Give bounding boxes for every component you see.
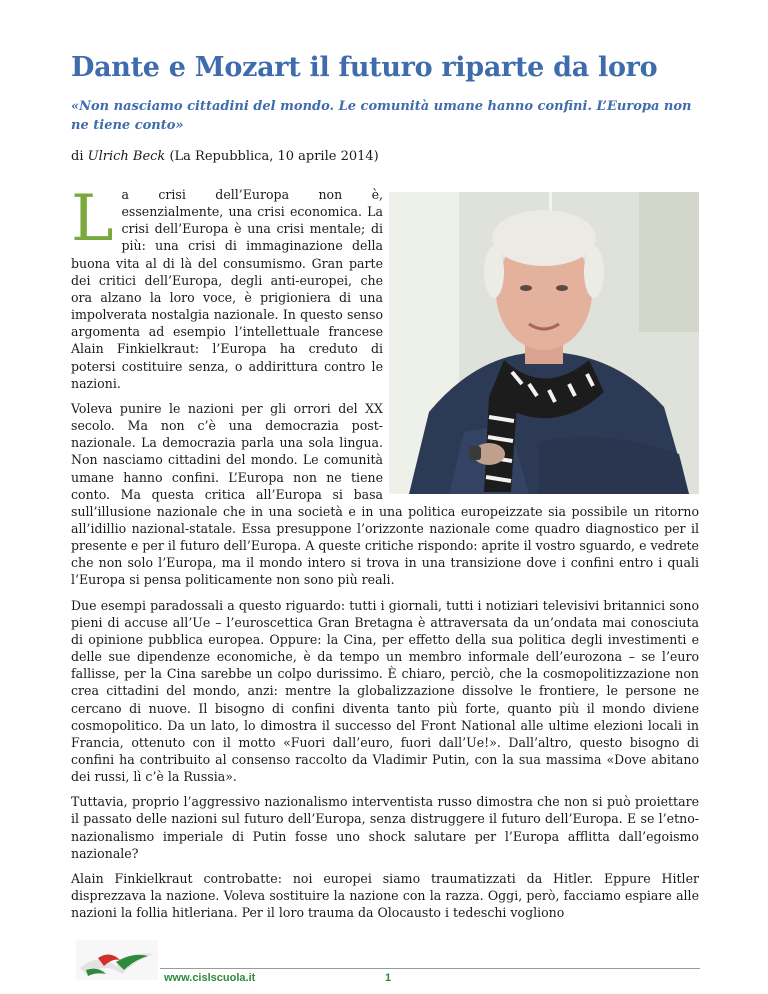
byline [71, 148, 711, 166]
page-number: 1 [385, 972, 392, 984]
cisl-scuola-logo-icon [76, 940, 158, 984]
paragraph-1-text: a crisi dell’Europa non è, essenzialmente, una crisi economica. La crisi dell’Europa è una crisi mentale; di più: una crisi di immaginazione della buona vita al di là del consumismo. Gran parte dei critici dell’Europa, degli anti-europei, che ora alzano la loro voce, è prigioniera di una impolverata nostalgia nazionale. In questo senso argomenta ad esempio l’intellettuale francese Alain Finkielkraut: l’Europa ha creduto di potersi costituire senza, o addirittura contro le nazioni. [71, 187, 383, 391]
footer-website-link[interactable]: www.cislscuola.it [164, 972, 256, 984]
author-name: Ulrich Beck [87, 149, 166, 164]
paragraph-3: Due esempi paradossali a questo riguardo: tutti i giornali, tutti i notiziari televisivi britannici sono pieni di accuse all’Ue – l’euroscettica Gran Bretagna è attraversata da un’ondata mai conosciuta di opinione pubblica europea. Oppure: la Cina, per effetto della sua politica degli investimenti e delle sue dipendenze economiche, è da tempo un membro informale dell’eurozona – se l’euro fallisse, per la Cina sarebbe un colpo durissimo. È chiaro, perciò, che la cosmopolitizzazione non crea cittadini del mondo, anzi: mentre la globalizzazione dissolve le frontiere, le persone ne cercano di nuove. Il bisogno di confini diventa tanto più forte, quanto più il mondo diviene cosmopolitico. Da un lato, lo dimostra il successo del Front National alle ultime elezioni locali in Francia, ottenuto con il motto «Fuori dall’euro, fuori dall’Ue!». Dall’altro, questo bisogno di confini ha contribuito al consenso raccolto da Vladimir Putin, con la sua massima «Dove abitano dei russi, lì c’è la Russia». [71, 597, 699, 785]
paragraph-5: Alain Finkielkraut controbatte: noi europei siamo traumatizzati da Hitler. Eppure Hitler disprezzava la nazione. Voleva sostituire la nazione con la razza. Oggi, però, facciamo espiare alle nazioni la follia hitleriana. Per il loro trauma da Olocausto i tedeschi vogliono [71, 870, 699, 921]
byline-prefix: di [71, 149, 88, 164]
article-subtitle: «Non nasciamo cittadini del mondo. Le comunità umane hanno confini. L’Europa non ne tiene conto» [71, 99, 692, 133]
author-portrait-image [389, 192, 699, 494]
article-title: Dante e Mozart il futuro riparte da loro [71, 52, 658, 83]
paragraph-2: Voleva punire le nazioni per gli orrori del XX secolo. Ma non c’è una democrazia post-nazionale. La democrazia parla una sola lingua. Non nasciamo cittadini del mondo. Le comunità umane hanno confini. L’Europa non ne tiene conto. Ma questa critica all’Europa si basa sull’illusione nazionale che in una società e in una politica europeizzate sia possibile un ritorno all’idillio nazional-statale. Essa presuppone l’orizzonte nazionale come quadro diagnostico per il presente e per il futuro dell’Europa. A queste critiche rispondo: aprite il vostro sguardo, e vedrete che non solo l’Europa, ma il mondo intero si trova in una transizione dove i confini entro i quali l’Europa si pensa politicamente non sono più reali. [71, 400, 699, 588]
footer-divider [160, 968, 700, 969]
paragraph-4: Tuttavia, proprio l’aggressivo nazionalismo interventista russo dimostra che non si può proiettare il passato delle nazioni sul futuro dell’Europa, senza distruggere il futuro dell’Europa. E se l’etno-nazionalismo imperiale di Putin fosse uno shock salutare per l’Europa afflitta dall’egoismo nazionale? [71, 794, 699, 861]
byline-source: (La Repubblica, 10 aprile 2014) [165, 149, 379, 164]
author-photo [389, 192, 699, 494]
article-body [71, 182, 699, 929]
drop-cap: L [71, 182, 114, 256]
